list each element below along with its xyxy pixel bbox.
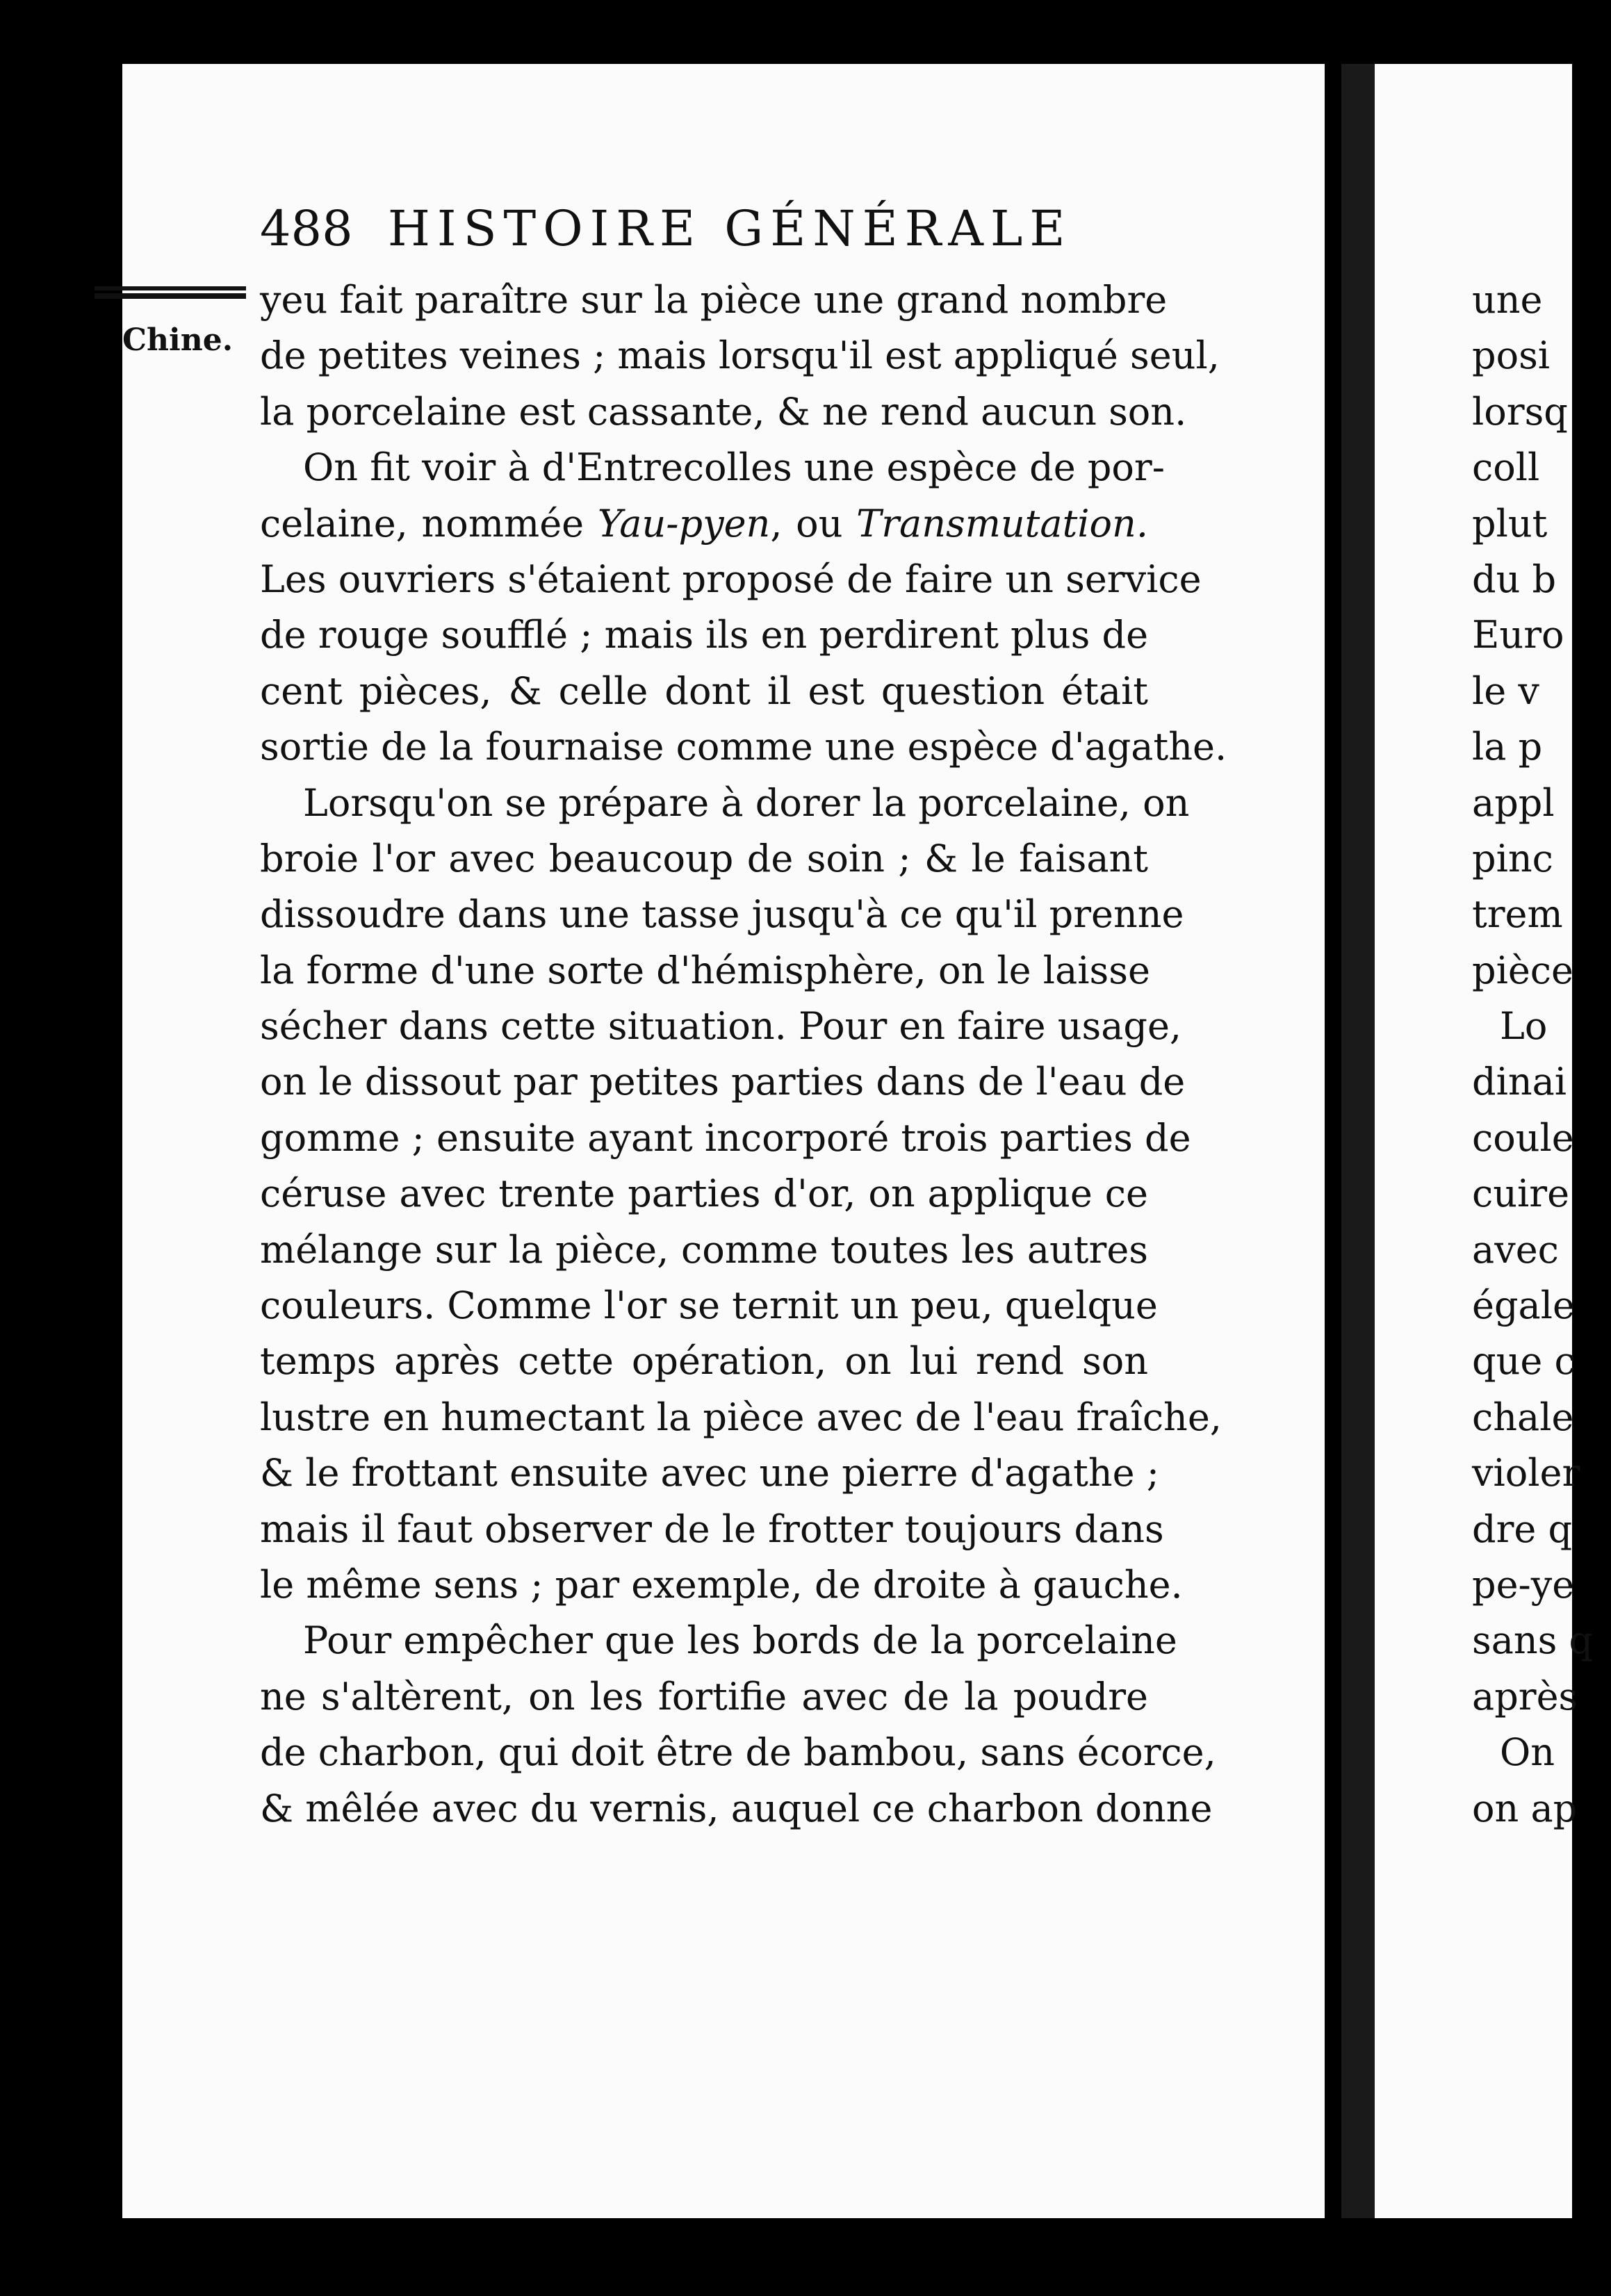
book-gutter xyxy=(1341,64,1375,2218)
right-line: coule xyxy=(1472,1115,1574,1160)
text-line: mais il faut observer de le frotter toujours dans xyxy=(260,1507,1164,1551)
body-text xyxy=(260,272,1227,1837)
text-line: celaine, nommée Yau-pyen, ou Transmutation. xyxy=(260,501,1148,546)
right-line: avec xyxy=(1472,1227,1559,1272)
running-header xyxy=(260,200,1150,257)
text-line: gomme ; ensuite ayant incorporé trois parties de xyxy=(260,1115,1191,1160)
text-line: ne s'altèrent, on les fortifie avec de la poudre xyxy=(260,1674,1148,1719)
text-line: sortie de la fournaise comme une espèce d'agathe. xyxy=(260,725,1227,769)
text-line: Pour empêcher que les bords de la porcelaine xyxy=(303,1618,1177,1663)
right-line: chale xyxy=(1472,1395,1574,1439)
text-line: Lorsqu'on se prépare à dorer la porcelaine, on xyxy=(303,780,1190,825)
margin-rule xyxy=(95,286,246,302)
right-line: trem xyxy=(1472,892,1563,937)
right-line: la p xyxy=(1472,725,1543,769)
right-line: on ap xyxy=(1472,1786,1578,1830)
right-line: appl xyxy=(1472,780,1555,825)
right-line: une xyxy=(1472,278,1543,322)
text-line: broie l'or avec beaucoup de soin ; & le faisant xyxy=(260,836,1148,880)
italic-name: Yau-pyen xyxy=(597,501,771,546)
text-line: On fit voir à d'Entrecolles une espèce de por- xyxy=(303,445,1165,490)
right-line: pe-ye xyxy=(1472,1562,1575,1607)
marginal-note: Chine. xyxy=(122,322,234,358)
text-line: Les ouvriers s'étaient proposé de faire un service xyxy=(260,557,1202,601)
text-line: de petites veines ; mais lorsqu'il est appliqué seul, xyxy=(260,334,1220,378)
right-line: dinai xyxy=(1472,1060,1567,1104)
right-line: le v xyxy=(1472,669,1539,713)
right-line: pièce xyxy=(1472,948,1573,992)
text-line: yeu fait paraître sur la pièce une grand nombre xyxy=(260,278,1168,322)
text-line: cent pièces, & celle dont il est question était xyxy=(260,669,1148,713)
text-line: lustre en humectant la pièce avec de l'eau fraîche, xyxy=(260,1395,1222,1439)
right-line: après xyxy=(1472,1674,1578,1719)
running-title: HISTOIRE GÉNÉRALE xyxy=(387,200,1072,257)
text-line: de charbon, qui doit être de bambou, sans écorce, xyxy=(260,1730,1216,1775)
right-line: pinc xyxy=(1472,836,1553,880)
text-line: couleurs. Comme l'or se ternit un peu, quelque xyxy=(260,1284,1158,1328)
text-line: céruse avec trente parties d'or, on applique ce xyxy=(260,1172,1148,1216)
text-line: & mêlée avec du vernis, auquel ce charbon donne xyxy=(260,1786,1213,1830)
right-line: posi xyxy=(1472,334,1551,378)
right-line: égale xyxy=(1472,1284,1575,1328)
right-line: coll xyxy=(1472,445,1540,490)
page-number: 488 xyxy=(260,200,353,257)
text-line: on le dissout par petites parties dans de l'eau de xyxy=(260,1060,1186,1104)
text-line: la forme d'une sorte d'hémisphère, on le laisse xyxy=(260,948,1150,992)
right-line: On xyxy=(1500,1730,1555,1775)
right-page-text xyxy=(1472,272,1611,1837)
right-line: cuire xyxy=(1472,1172,1570,1216)
italic-name: Transmutation. xyxy=(856,501,1148,546)
right-line: sans q xyxy=(1472,1618,1594,1663)
text-line: de rouge soufflé ; mais ils en perdirent plus de xyxy=(260,613,1149,657)
text-line: temps après cette opération, on lui rend son xyxy=(260,1339,1148,1384)
text-line: le même sens ; par exemple, de droite à gauche. xyxy=(260,1562,1183,1607)
text-line: & le frottant ensuite avec une pierre d'agathe ; xyxy=(260,1451,1159,1495)
text-line: mélange sur la pièce, comme toutes les autres xyxy=(260,1227,1148,1272)
right-line: que c xyxy=(1472,1339,1576,1384)
right-line: plut xyxy=(1472,501,1548,546)
right-line: Euro xyxy=(1472,613,1564,657)
right-line: du b xyxy=(1472,557,1557,601)
right-line: Lo xyxy=(1500,1004,1548,1049)
text-line: dissoudre dans une tasse jusqu'à ce qu'il prenne xyxy=(260,892,1184,937)
text-line: sécher dans cette situation. Pour en faire usage, xyxy=(260,1004,1182,1049)
right-line: violer xyxy=(1472,1451,1580,1495)
right-line: dre q xyxy=(1472,1507,1573,1551)
right-line: lorsq xyxy=(1472,389,1568,434)
text-line: la porcelaine est cassante, & ne rend aucun son. xyxy=(260,389,1187,434)
